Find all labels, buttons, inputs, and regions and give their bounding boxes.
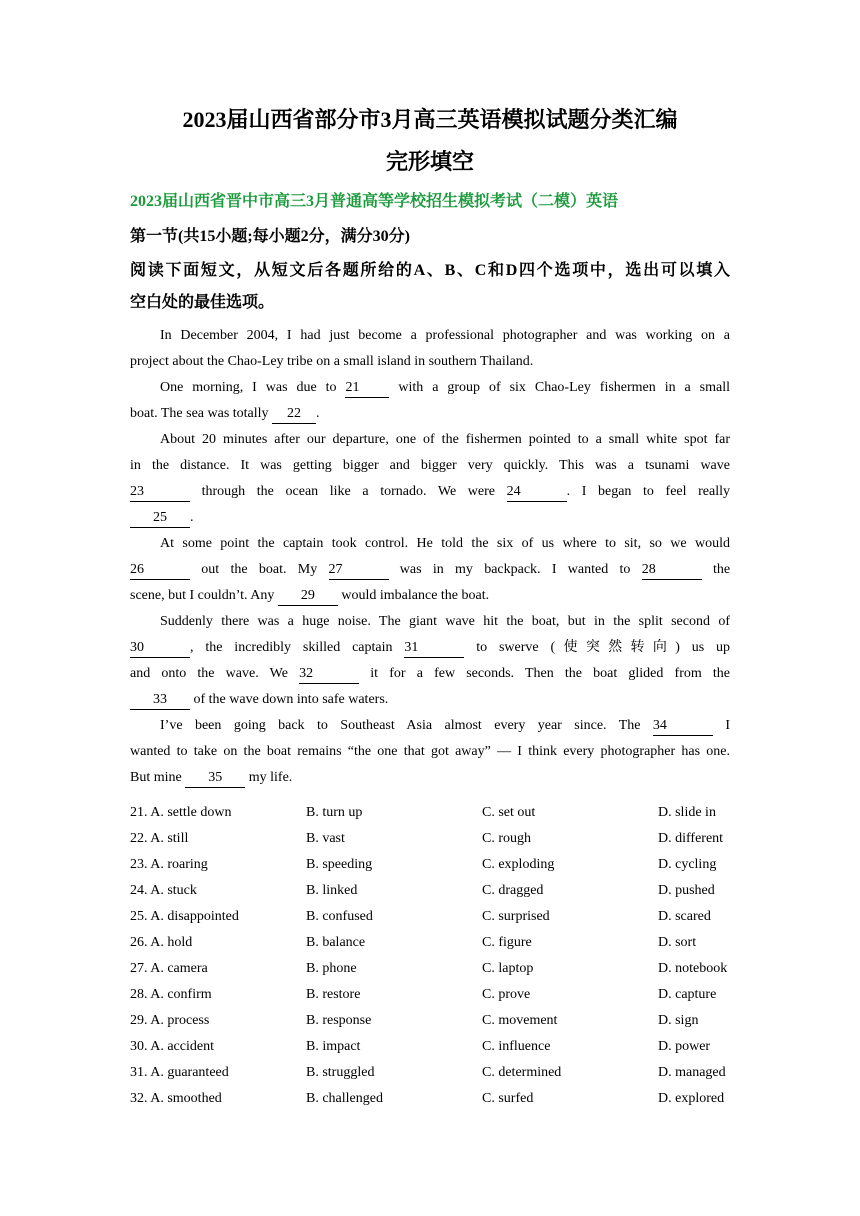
option-c: C. set out bbox=[482, 805, 536, 820]
option-c: C. influence bbox=[482, 1039, 551, 1054]
option-d: D. pushed bbox=[658, 883, 715, 898]
blank-24: 24 bbox=[507, 483, 567, 502]
option-c: C. laptop bbox=[482, 961, 534, 976]
option-row bbox=[130, 1060, 730, 1086]
option-b: B. impact bbox=[306, 1039, 361, 1054]
blank-31: 31 bbox=[404, 639, 464, 658]
blank-33: 33 bbox=[130, 691, 190, 710]
option-c: C. movement bbox=[482, 1013, 558, 1028]
passage-line: Suddenly there was a huge noise. The giant wave hit the boat, but in the split second of bbox=[160, 614, 730, 629]
blank-29: 29 bbox=[278, 587, 338, 606]
blank-22: 22 bbox=[272, 405, 316, 424]
option-b: B. confused bbox=[306, 909, 373, 924]
option-row bbox=[130, 904, 730, 930]
directions-line: 阅读下面短文，从短文后各题所给的A、B、C和D四个选项中，选出可以填入 bbox=[130, 262, 730, 279]
option-b: B. phone bbox=[306, 961, 357, 976]
passage-line: wanted to take on the boat remains “the one that got away” — I think every photographer has one. bbox=[130, 744, 730, 759]
option-d: D. power bbox=[658, 1039, 711, 1054]
directions bbox=[130, 255, 730, 319]
section-heading: 第一节(共15小题;每小题2分，满分30分) bbox=[130, 228, 410, 245]
directions-line: 空白处的最佳选项。 bbox=[130, 294, 275, 311]
option-a: 27. A. camera bbox=[130, 961, 208, 976]
passage-line: in the distance. It was getting bigger and bigger very quickly. This was a tsunami wave bbox=[130, 458, 730, 473]
passage-line: 23 through the ocean like a tornado. We were 24 . I began to feel really bbox=[130, 479, 730, 505]
blank-26: 26 bbox=[130, 561, 190, 580]
option-a: 22. A. still bbox=[130, 831, 189, 846]
option-a: 31. A. guaranteed bbox=[130, 1065, 229, 1080]
blank-32: 32 bbox=[299, 665, 359, 684]
option-d: D. sort bbox=[658, 935, 697, 950]
option-row bbox=[130, 826, 730, 852]
option-b: B. linked bbox=[306, 883, 358, 898]
option-c: C. determined bbox=[482, 1065, 562, 1080]
option-b: B. turn up bbox=[306, 805, 363, 820]
blank-23: 23 bbox=[130, 483, 190, 502]
option-a: 24. A. stuck bbox=[130, 883, 197, 898]
option-d: D. cycling bbox=[658, 857, 717, 872]
option-b: B. challenged bbox=[306, 1091, 383, 1106]
passage-line: About 20 minutes after our departure, one of the fishermen pointed to a small white spot far bbox=[160, 432, 730, 447]
option-row bbox=[130, 852, 730, 878]
option-row bbox=[130, 1034, 730, 1060]
option-c: C. exploding bbox=[482, 857, 555, 872]
option-row bbox=[130, 878, 730, 904]
section-title: 完形填空 bbox=[385, 149, 474, 174]
option-d: D. managed bbox=[658, 1065, 726, 1080]
option-b: B. speeding bbox=[306, 857, 373, 872]
option-b: B. balance bbox=[306, 935, 366, 950]
option-d: D. explored bbox=[658, 1091, 725, 1106]
option-c: C. rough bbox=[482, 831, 531, 846]
option-d: D. capture bbox=[658, 987, 717, 1002]
option-b: B. restore bbox=[306, 987, 361, 1002]
option-b: B. vast bbox=[306, 831, 345, 846]
passage-line: project about the Chao-Ley tribe on a small island in southern Thailand. bbox=[130, 354, 534, 369]
option-row bbox=[130, 800, 730, 826]
passage-line: 30 , the incredibly skilled captain 31 to swerve (使突然转向) us up bbox=[130, 635, 730, 661]
blank-27: 27 bbox=[329, 561, 389, 580]
blank-21: 21 bbox=[345, 379, 389, 398]
passage-line: scene, but I couldn’t. Any 29 would imbalance the boat. bbox=[130, 583, 730, 609]
option-a: 32. A. smoothed bbox=[130, 1091, 222, 1106]
option-d: D. notebook bbox=[658, 961, 728, 976]
option-c: C. prove bbox=[482, 987, 531, 1002]
option-b: B. response bbox=[306, 1013, 372, 1028]
page-title: 2023届山西省部分市3月高三英语模拟试题分类汇编 bbox=[182, 107, 678, 132]
option-row bbox=[130, 956, 730, 982]
answer-options bbox=[130, 800, 730, 1112]
option-a: 23. A. roaring bbox=[130, 857, 208, 872]
passage-line: In December 2004, I had just become a professional photographer and was working on a bbox=[160, 328, 730, 343]
option-row bbox=[130, 1008, 730, 1034]
blank-28: 28 bbox=[642, 561, 702, 580]
option-b: B. struggled bbox=[306, 1065, 375, 1080]
blank-35: 35 bbox=[185, 769, 245, 788]
option-a: 25. A. disappointed bbox=[130, 909, 239, 924]
option-a: 28. A. confirm bbox=[130, 987, 212, 1002]
option-row bbox=[130, 1086, 730, 1112]
passage-line: and onto the wave. We 32 it for a few seconds. Then the boat glided from the bbox=[130, 661, 730, 687]
option-c: C. surfed bbox=[482, 1091, 534, 1106]
exam-source: 2023届山西省晋中市高三3月普通高等学校招生模拟考试（二模）英语 bbox=[130, 193, 619, 210]
option-d: D. different bbox=[658, 831, 724, 846]
passage-line: boat. The sea was totally 22 . bbox=[130, 401, 730, 427]
passage-line: At some point the captain took control. He told the six of us where to sit, so we would bbox=[160, 536, 730, 551]
option-d: D. slide in bbox=[658, 805, 716, 820]
passage bbox=[130, 323, 730, 791]
option-d: D. sign bbox=[658, 1013, 699, 1028]
option-row bbox=[130, 982, 730, 1008]
passage-line: 26 out the boat. My 27 was in my backpack. I wanted to 28 the bbox=[130, 557, 730, 583]
option-a: 30. A. accident bbox=[130, 1039, 214, 1054]
option-a: 26. A. hold bbox=[130, 935, 193, 950]
option-c: C. figure bbox=[482, 935, 532, 950]
option-d: D. scared bbox=[658, 909, 711, 924]
option-c: C. surprised bbox=[482, 909, 550, 924]
blank-30: 30 bbox=[130, 639, 190, 658]
passage-line: I’ve been going back to Southeast Asia almost every year since. The 34 I bbox=[130, 713, 730, 739]
option-a: 29. A. process bbox=[130, 1013, 210, 1028]
passage-line: 33 of the wave down into safe waters. bbox=[130, 687, 730, 713]
blank-34: 34 bbox=[653, 717, 713, 736]
passage-line: 25 . bbox=[130, 505, 730, 531]
option-a: 21. A. settle down bbox=[130, 805, 232, 820]
passage-line: But mine 35 my life. bbox=[130, 765, 730, 791]
option-row bbox=[130, 930, 730, 956]
blank-25: 25 bbox=[130, 509, 190, 528]
option-c: C. dragged bbox=[482, 883, 544, 898]
passage-line: One morning, I was due to 21 with a group of six Chao-Ley fishermen in a small bbox=[130, 375, 730, 401]
